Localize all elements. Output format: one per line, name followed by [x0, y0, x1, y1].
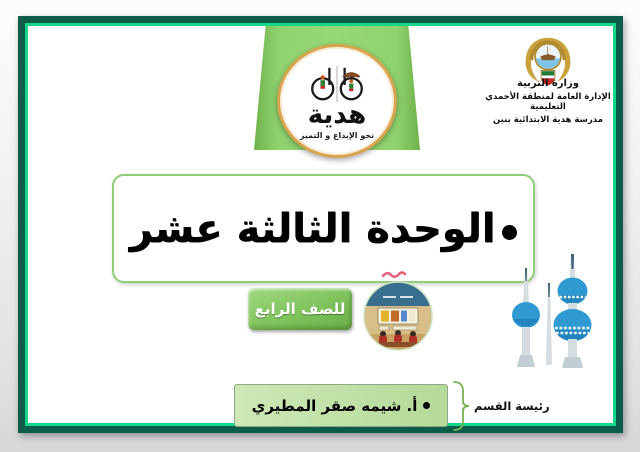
- school-logo: [277, 44, 397, 158]
- classroom-book-cover-icon: [363, 268, 433, 352]
- ministry-line-1: وزارة التربية: [517, 78, 579, 89]
- bullet-icon: [423, 402, 430, 409]
- bullet-icon: [502, 225, 517, 240]
- kuwait-towers-icon: [510, 253, 602, 373]
- ministry-line-2: الإدارة العامة لمنطقة الأحمدي التعليمية: [485, 92, 611, 112]
- ministry-header: [468, 36, 628, 125]
- unit-title-box: [112, 174, 535, 283]
- teacher-name-bar: [234, 384, 448, 427]
- curly-brace-icon: [451, 380, 471, 432]
- school-logo-name: هدية: [307, 100, 367, 130]
- slide-inner-border: [25, 23, 616, 426]
- unit-title-text: الوحدة الثالثة عشر: [129, 205, 496, 252]
- ministry-line-3: مدرسة هدية الابتدائية بنين: [493, 115, 603, 125]
- kuwait-towers-illustration: [510, 253, 602, 373]
- unit-title-line: [130, 206, 518, 252]
- teacher-name: أ. شيمه صقر المطيري: [251, 396, 418, 415]
- school-logo-motto: نحو الإبداع و التميز: [299, 131, 375, 140]
- grade-badge-label: للصف الرابع: [254, 300, 346, 318]
- figures-under-umbrella-icon: [306, 64, 368, 104]
- role-label: رئيسة القسم: [474, 399, 550, 413]
- grade-badge: [248, 288, 352, 330]
- textbook-cover-illustration: [363, 268, 433, 352]
- slide: [18, 16, 623, 433]
